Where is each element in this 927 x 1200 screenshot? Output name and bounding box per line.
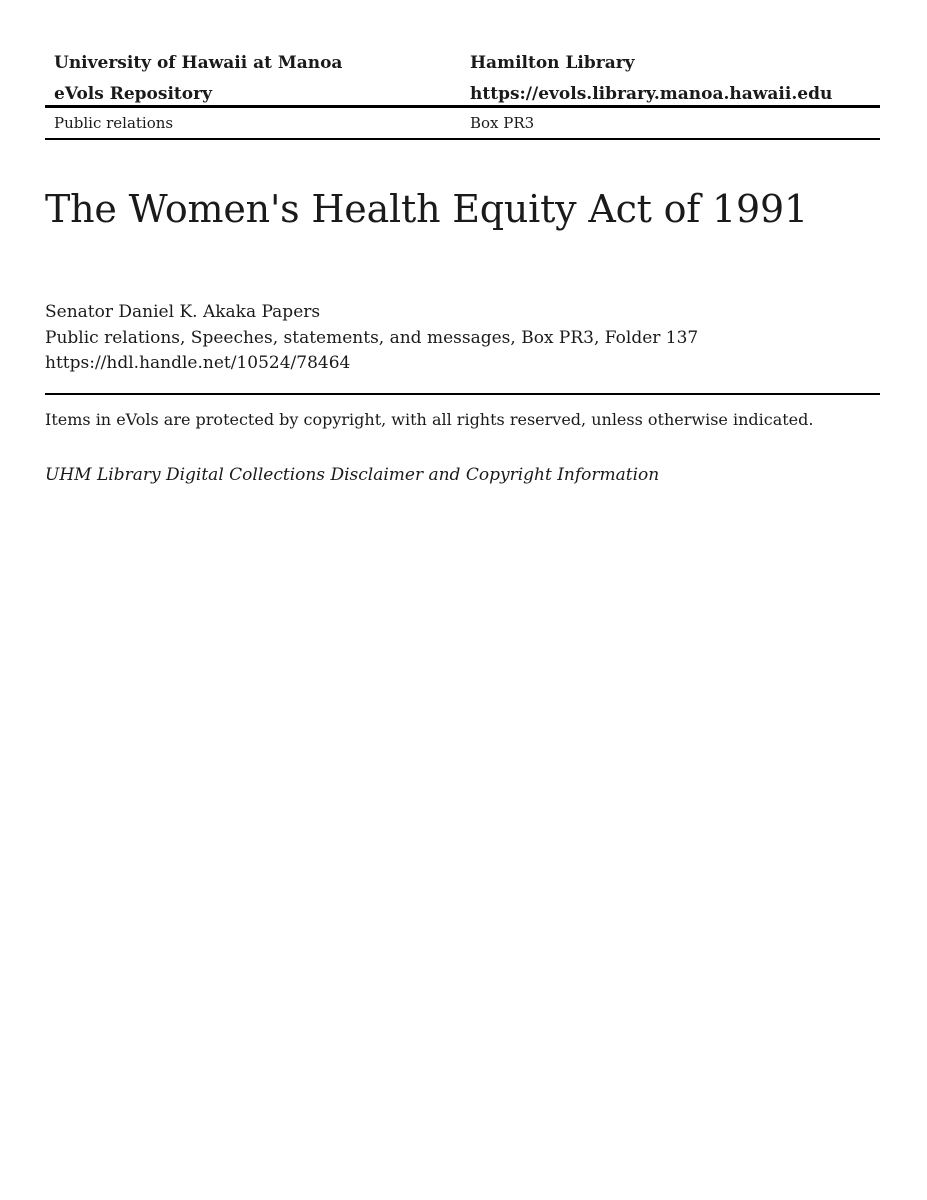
handle-url-link[interactable]: https://hdl.handle.net/10524/78464	[45, 353, 351, 373]
repository-name: eVols Repository	[54, 84, 212, 104]
institution-name: University of Hawaii at Manoa	[54, 53, 343, 73]
header-right-column	[461, 48, 880, 110]
collection-name: Senator Daniel K. Akaka Papers	[45, 302, 321, 322]
copyright-notice: Items in eVols are protected by copyright, with all rights reserved, unless otherwise indicated.	[45, 409, 814, 429]
repository-header	[45, 48, 880, 110]
box-label: Box PR3	[470, 114, 535, 132]
repository-url-link[interactable]: https://evols.library.manoa.hawaii.edu	[470, 84, 833, 104]
citation-block	[45, 300, 880, 377]
header-divider-bottom	[45, 138, 880, 140]
header-subrow	[45, 108, 880, 138]
header-left-column	[45, 48, 461, 110]
document-title: The Women's Health Equity Act of 1991	[45, 187, 808, 231]
series-label: Public relations	[54, 114, 174, 132]
series-citation: Public relations, Speeches, statements, and messages, Box PR3, Folder 137	[45, 327, 699, 348]
disclaimer-copyright-link[interactable]: UHM Library Digital Collections Disclaimer and Copyright Information	[45, 464, 660, 485]
footer-divider	[45, 393, 880, 395]
library-name: Hamilton Library	[470, 53, 635, 73]
